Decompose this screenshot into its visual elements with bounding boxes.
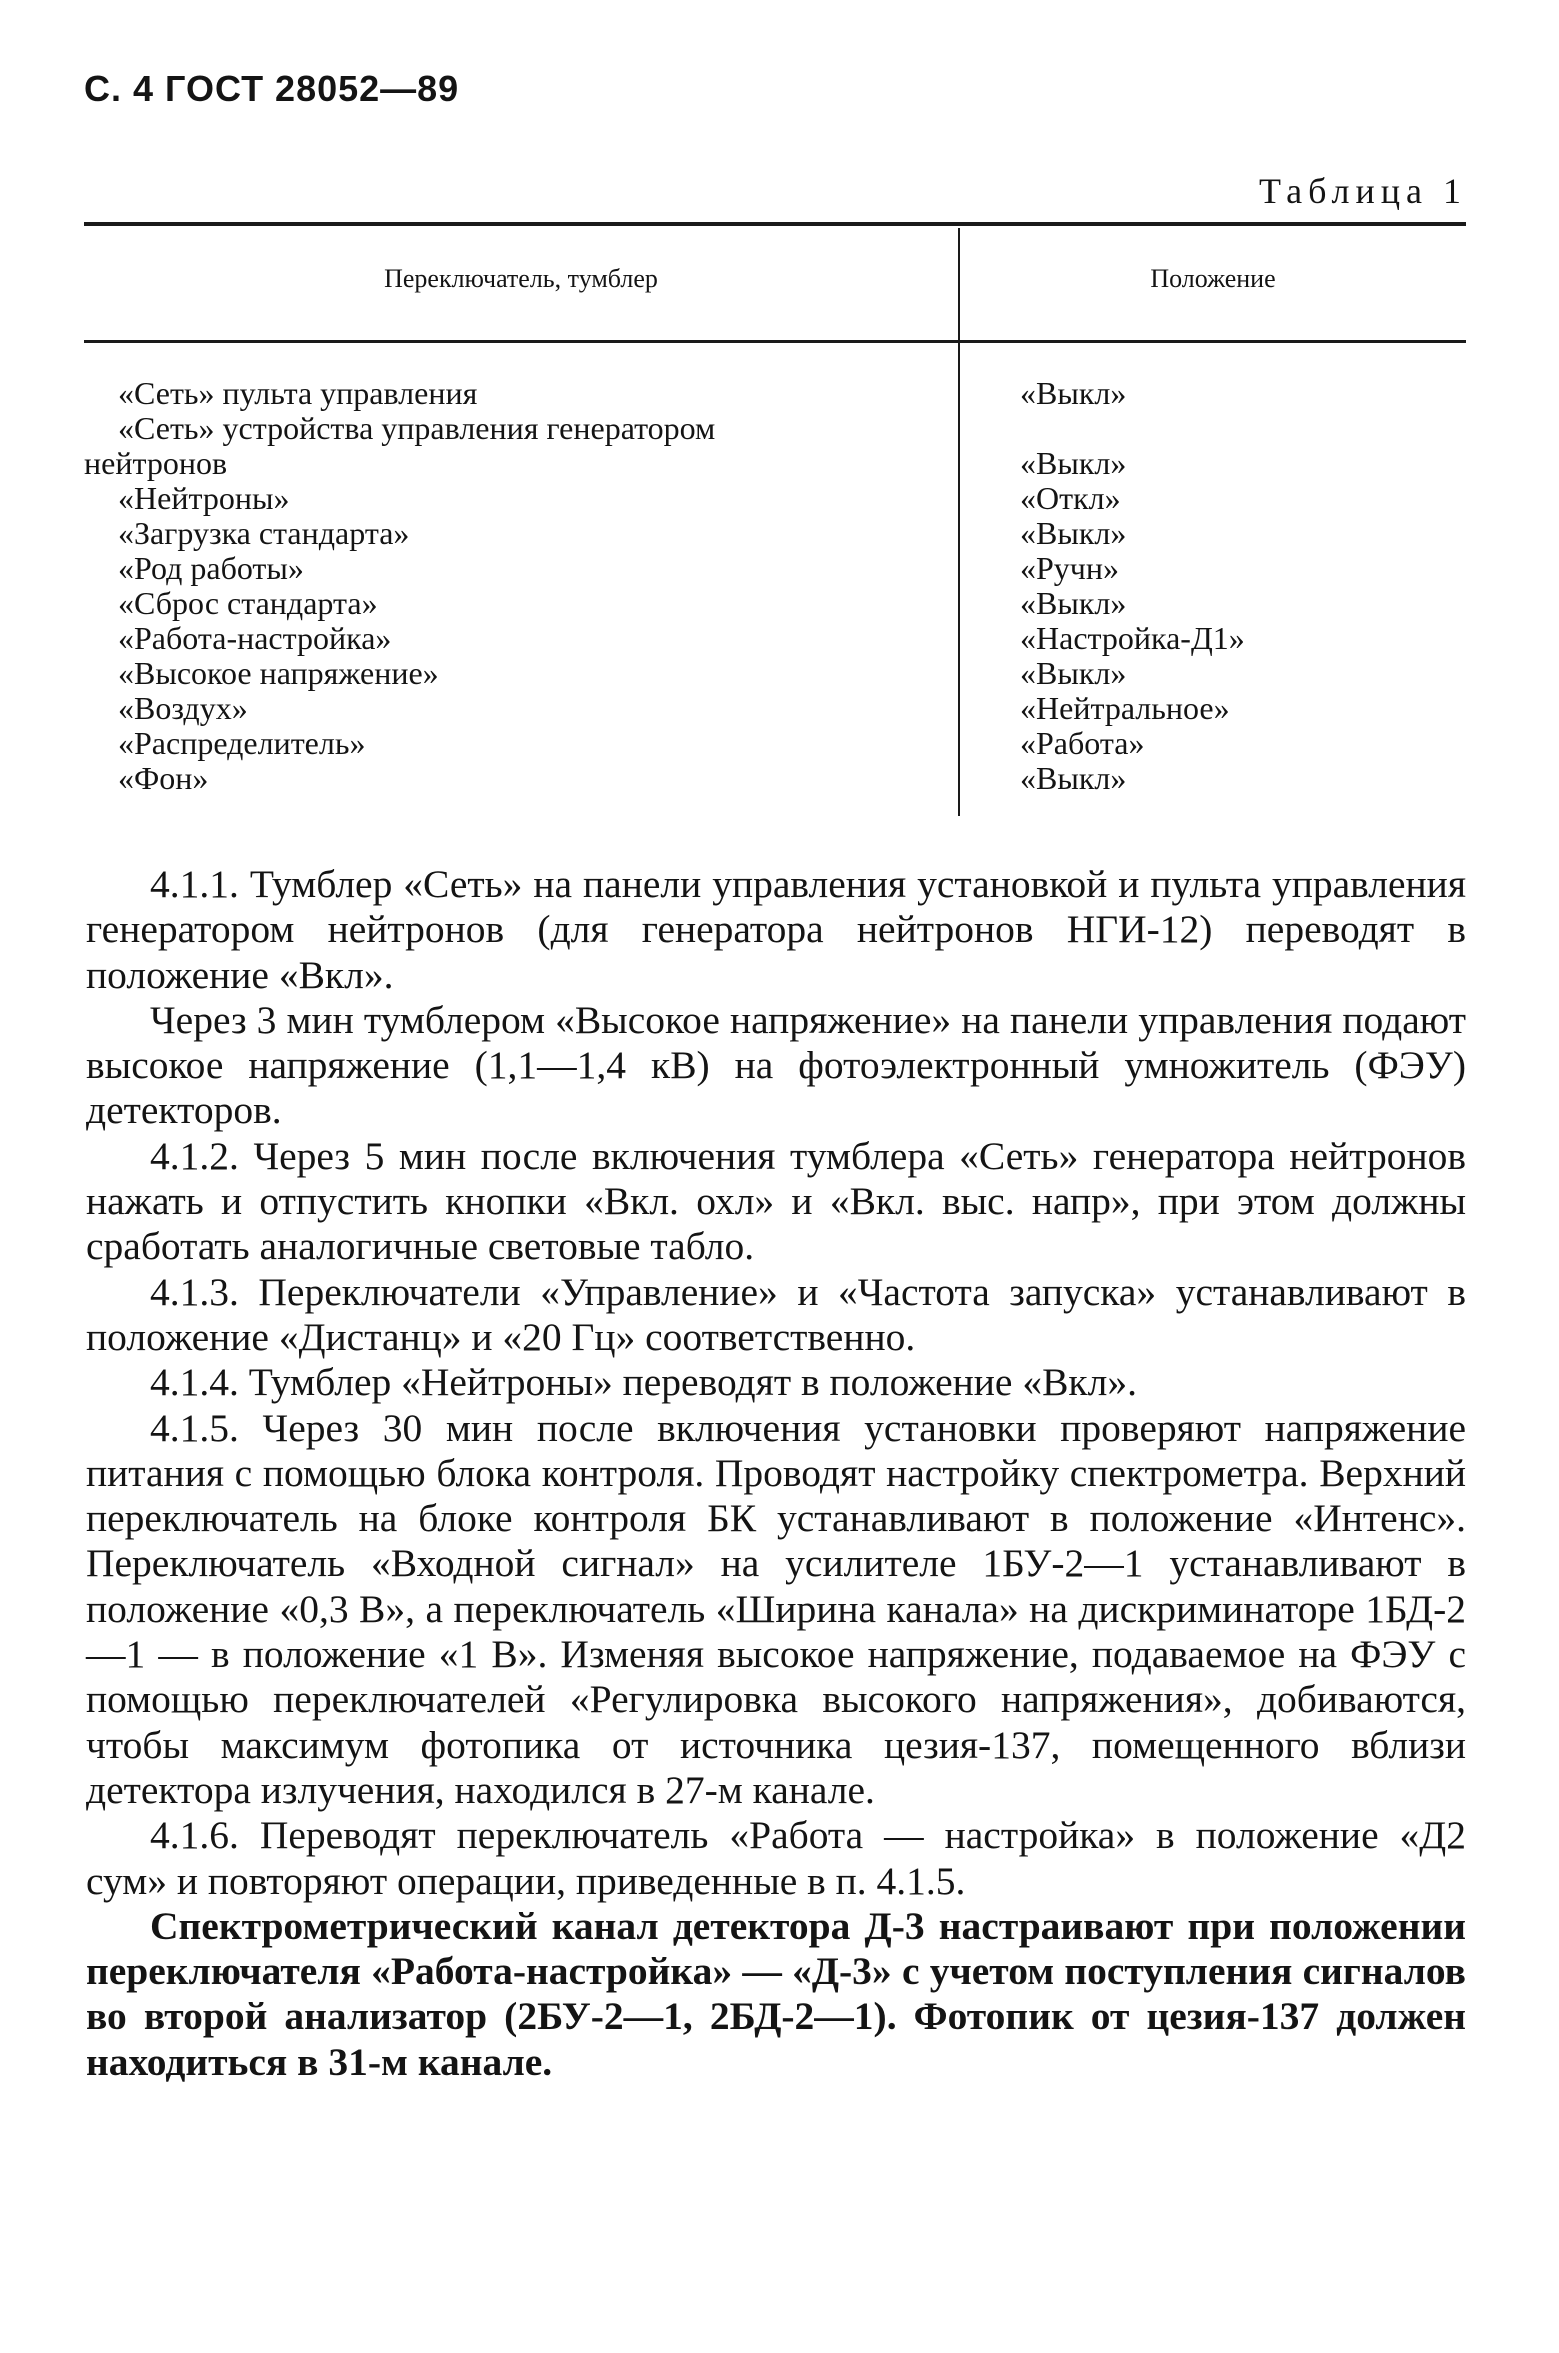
table-cell-switch: «Нейтроны»: [118, 480, 290, 516]
table-cell-position: «Выкл»: [1020, 585, 1127, 621]
table-cell-switch: «Воздух»: [118, 690, 248, 726]
table-column-divider: [958, 228, 960, 816]
body-text: [86, 862, 1466, 2085]
switch-column: [84, 376, 954, 796]
column-header-switch: Переключатель, тумблер: [384, 264, 658, 293]
table-cell-switch: «Род работы»: [118, 550, 304, 586]
paragraph-4-1-2: 4.1.2. Через 5 мин после включения тумблера «Сеть» генератора нейтронов нажать и отпустить кнопки «Вкл. охл» и «Вкл. выс. напр», при этом должны сработать аналогичные световые табло.: [86, 1133, 1466, 1269]
table-cell-switch: «Сеть» пульта управления: [118, 375, 478, 411]
table-cell-position: «Настройка-Д1»: [1020, 620, 1245, 656]
table-cell-position: «Выкл»: [1020, 760, 1127, 796]
paragraph-detector-d3: Спектрометрический канал детектора Д-3 настраивают при положении переключателя «Работа-настройка» — «Д-3» с учетом поступления сигналов во второй анализатор (2БУ-2—1, 2БД-2—1). Фотопик от цезия-137 должен находиться в 31-м канале.: [86, 1903, 1466, 2084]
page-header: С. 4 ГОСТ 28052—89: [84, 68, 460, 109]
paragraph-4-1-3: 4.1.3. Переключатели «Управление» и «Частота запуска» устанавливают в положение «Дистанц» и «20 Гц» соответственно.: [86, 1269, 1466, 1359]
paragraph-4-1-1: 4.1.1. Тумблер «Сеть» на панели управления установкой и пульта управления генератором нейтронов (для генератора нейтронов НГИ-12) переводят в положение «Вкл».: [86, 862, 1466, 997]
table-header-rule: [84, 340, 1466, 343]
table-cell-switch: «Высокое напряжение»: [118, 655, 439, 691]
table-cell-position: «Выкл»: [1020, 375, 1127, 411]
column-header-position: Положение: [1150, 264, 1276, 293]
paragraph-high-voltage: Через 3 мин тумблером «Высокое напряжение» на панели управления подают высокое напряжение (1,1—1,4 кВ) на фотоэлектронный умножитель (ФЭУ) детекторов.: [86, 997, 1466, 1133]
table-cell-position: «Откл»: [1020, 480, 1121, 516]
table-cell-position: «Выкл»: [1020, 655, 1127, 691]
position-column: [1020, 376, 1440, 796]
paragraph-4-1-5: 4.1.5. Через 30 мин после включения установки проверяют напряжение питания с помощью блока контроля. Проводят настройку спектрометра. Верхний переключатель на блоке контроля БК устанавливают в положение «Интенс». Переключатель «Входной сигнал» на усилителе 1БУ-2—1 устанавливают в положение «0,3 В», а переключатель «Ширина канала» на дискриминаторе 1БД-2—1 — в положение «1 В». Изменяя высокое напряжение, подаваемое на ФЭУ с помощью переключателей «Регулировка высокого напряжения», добиваются, чтобы максимум фотопика от источника цезия-137, помещенного вблизи детектора излучения, находился в 27-м канале.: [86, 1405, 1466, 1812]
table-cell-position: «Ручн»: [1020, 550, 1120, 586]
table-cell-position: «Работа»: [1020, 725, 1145, 761]
paragraph-4-1-6: 4.1.6. Переводят переключатель «Работа — настройка» в положение «Д2 сум» и повторяют операции, приведенные в п. 4.1.5.: [86, 1813, 1466, 1903]
table-caption: Таблица 1: [1259, 171, 1467, 211]
table-cell-switch: нейтронов: [84, 445, 228, 481]
table-cell-switch: «Фон»: [118, 760, 209, 796]
paragraph-4-1-4: 4.1.4. Тумблер «Нейтроны» переводят в положение «Вкл».: [150, 1360, 1137, 1405]
table-cell-switch: «Распределитель»: [118, 725, 366, 761]
table-cell-switch: «Работа-настройка»: [118, 620, 392, 656]
table-cell-spacer: [1020, 411, 1440, 446]
table-cell-position: «Нейтральное»: [1020, 690, 1230, 726]
table-cell-position: «Выкл»: [1020, 515, 1127, 551]
table-cell-position: «Выкл»: [1020, 445, 1127, 481]
table-top-rule: [84, 222, 1466, 226]
table-cell-switch: «Сеть» устройства управления генератором: [118, 410, 716, 446]
table-cell-switch: «Загрузка стандарта»: [118, 515, 410, 551]
table-cell-switch: «Сброс стандарта»: [118, 585, 378, 621]
